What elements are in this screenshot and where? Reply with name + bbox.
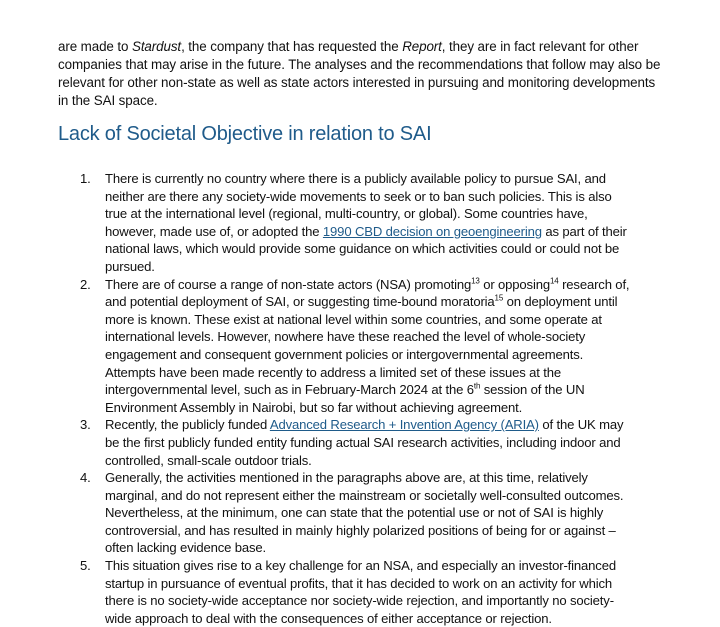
list-item-5-number: 5. bbox=[80, 558, 91, 574]
footnote-ref-13[interactable]: 13 bbox=[471, 276, 480, 286]
footnote-ref-15[interactable]: 15 bbox=[494, 293, 504, 303]
aria-link[interactable]: Advanced Research + Invention Agency (ARIA) bbox=[269, 417, 539, 433]
intro-text-part1: are made to bbox=[58, 39, 132, 55]
footnote-ref-14[interactable]: 14 bbox=[549, 276, 559, 286]
intro-text-part2: , the company that has requested the bbox=[181, 39, 403, 55]
list-item-4 bbox=[76, 469, 636, 557]
list-item-1-text-after: as part of their national laws, which would provide some guidance on which activities could or could not be pursued. bbox=[105, 223, 627, 274]
list-item-2-text-part3: research of, and potential deployment of SAI, or suggesting time-bound moratoria bbox=[105, 276, 630, 310]
intro-paragraph bbox=[58, 38, 668, 110]
list-item-1-text-before: There is currently no country where there is a publicly available policy to pursue SAI, and neither are there any society-wide movements to seek or to ban such policies. This is also true at the international level (regional, multi-country, or global). Some countries have, however, made use of, or adopted the bbox=[105, 171, 612, 239]
list-item-2-text-part1: There are of course a range of non-state actors (NSA) promoting bbox=[105, 276, 472, 292]
list-item-5 bbox=[76, 557, 636, 627]
list-item-1-number: 1. bbox=[80, 171, 91, 186]
list-item-4-number: 4. bbox=[80, 470, 91, 486]
list-item-2-text-part4: on deployment until more is known. These exist at national level within some countries, and some operate at international levels. However, nowhere have these reached the level of whole-society engagement and consequent government policies or intergovernmental agreements. Attempts have been made recently to address a limited set of these issues at the intergovernmental level, such as in February-March 2024 at the 6 bbox=[105, 294, 618, 398]
section-heading: Lack of Societal Objective in relation to SAI bbox=[58, 123, 432, 145]
intro-report: Report bbox=[402, 39, 442, 55]
list-item-3-text-after: of the UK may be the first publicly funded entity funding actual SAI research activities, including indoor and controlled, small-scale outdoor trials. bbox=[105, 417, 624, 468]
list-item-3-number: 3. bbox=[80, 417, 91, 433]
cbd-decision-link[interactable]: 1990 CBD decision on geoengineering bbox=[322, 223, 542, 239]
list-item-4-text: Generally, the activities mentioned in the paragraphs above are, at this time, relatively marginal, and do not represent either the mainstream or societally well-consulted outcomes. Nevertheless, at the minimum, one can state that the potential use or not of SAI is highly controversial, and has resulted in mainly highly polarized positions of being for or against – often lacking evidence base. bbox=[105, 470, 624, 556]
list-item-3 bbox=[76, 416, 636, 469]
list-item-2-number: 2. bbox=[80, 276, 91, 292]
list-item-2-text-part2: or opposing bbox=[479, 276, 550, 292]
intro-text-part3: , they are in fact relevant for other companies that may arise in the future. The analyses and the recommendations that follow may also be relevant for other non-state as well as state actors interested in pursuing and monitoring developments in the SAI space. bbox=[58, 39, 661, 109]
list-item-3-text-before: Recently, the publicly funded bbox=[105, 417, 270, 433]
numbered-list bbox=[76, 170, 636, 627]
list-item-5-text: This situation gives rise to a key challenge for an NSA, and especially an investor-financed startup in pursuance of eventual profits, that it has decided to work on an activity for which there is no society-wide acceptance nor society-wide rejection, and importantly no society-wide approach to deal with the consequences of either acceptance or rejection. bbox=[105, 558, 616, 626]
list-item-2 bbox=[76, 276, 636, 417]
ordinal-suffix-th: th bbox=[473, 381, 481, 391]
list-item-1 bbox=[76, 170, 636, 276]
intro-stardust: Stardust bbox=[131, 39, 182, 55]
list-item-2-text-part5: session of the UN Environment Assembly in Nairobi, but so far without achieving agreement. bbox=[105, 382, 585, 415]
